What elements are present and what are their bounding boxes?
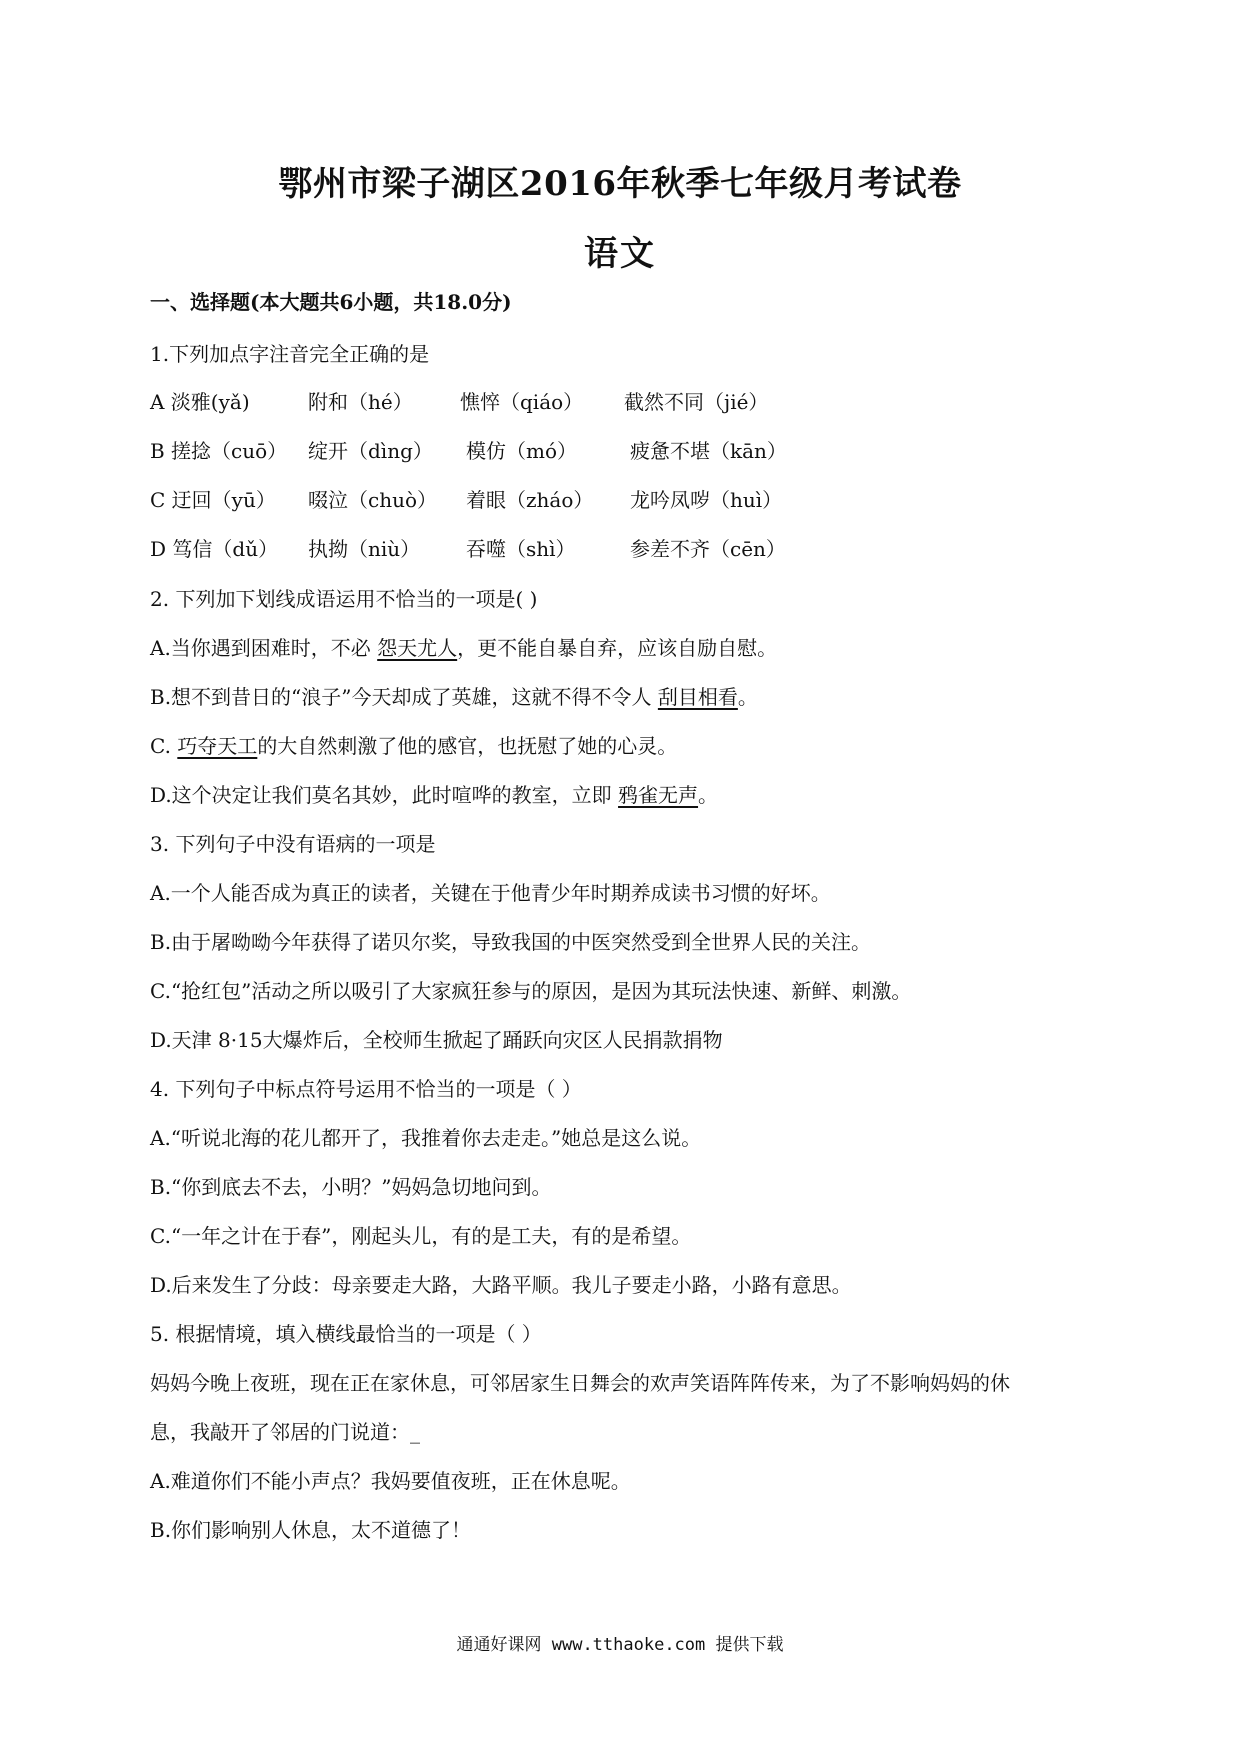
q5-option-b: B.你们影响别人休息，太不道德了！: [150, 1518, 472, 1542]
q1-a-3: 憔悴（qiáo）: [460, 390, 584, 414]
q1-option-row-c: [150, 486, 1150, 514]
q1-d-4: 参差不齐（cēn）: [630, 537, 786, 561]
q5-context-line-1: 妈妈今晚上夜班，现在正在家休息，可邻居家生日舞会的欢声笑语阵阵传来，为了不影响妈妈的休: [150, 1371, 1010, 1395]
q2-b-pre: B.想不到昔日的“浪子”今天却成了英雄，这就不得不令人: [150, 685, 658, 709]
q1-c-4: 龙吟凤哕（huì）: [630, 488, 783, 512]
q2-c-pre: C.: [150, 734, 178, 758]
q2-d-post: 。: [698, 783, 719, 807]
q2-d-underlined: 鸦雀无声: [618, 783, 699, 807]
q2-option-b: [150, 683, 758, 711]
q4-option-b: B.“你到底去不去，小明？”妈妈急切地问到。: [150, 1175, 552, 1199]
q1-b-1: B 搓捻（cuō）: [150, 439, 288, 463]
q1-a-1: A 淡雅(yǎ): [150, 390, 250, 414]
question-4-stem: 4. 下列句子中标点符号运用不恰当的一项是（ ）: [150, 1077, 582, 1101]
q1-d-2: 执拗（niù）: [308, 537, 421, 561]
q1-d-1: D 笃信（dǔ）: [150, 537, 279, 561]
q2-b-post: 。: [737, 685, 758, 709]
q5-option-a: A.难道你们不能小声点？我妈要值夜班，正在休息呢。: [150, 1469, 631, 1493]
q2-c-post: 的大自然刺激了他的感官，也抚慰了她的心灵。: [257, 734, 678, 758]
question-5-stem: 5. 根据情境，填入横线最恰当的一项是（ ）: [150, 1322, 542, 1346]
q1-c-2: 啜泣（chuò）: [308, 488, 438, 512]
q3-option-b: B.由于屠呦呦今年获得了诺贝尔奖，导致我国的中医突然受到全世界人民的关注。: [150, 930, 872, 954]
q1-d-3: 吞噬（shì）: [466, 537, 576, 561]
q2-option-a: [150, 634, 777, 662]
q2-a-underlined: 怨天尤人: [377, 636, 458, 660]
q3-option-a: A.一个人能否成为真正的读者，关键在于他青少年时期养成读书习惯的好坏。: [150, 881, 831, 905]
question-2-stem: 2. 下列加下划线成语运用不恰当的一项是( ): [150, 587, 538, 611]
q5-context-line-2: 息，我敲开了邻居的门说道：_: [150, 1420, 420, 1444]
page-footer: 通通好课网 www.tthaoke.com 提供下载: [456, 1635, 784, 1655]
q1-c-3: 着眼（zháo）: [466, 488, 594, 512]
q1-a-2: 附和（hé）: [308, 390, 413, 414]
q1-b-2: 绽开（dìng）: [308, 439, 433, 463]
q2-a-pre: A.当你遇到困难时，不必: [150, 636, 378, 660]
q4-option-a: A.“听说北海的花儿都开了，我推着你去走走。”她总是这么说。: [150, 1126, 702, 1150]
question-1-stem: 1.下列加点字注音完全正确的是: [150, 342, 430, 366]
page-subtitle: 语文: [584, 234, 656, 274]
q1-c-1: C 迂回（yū）: [150, 488, 276, 512]
q1-option-row-a: [150, 388, 1150, 416]
q4-option-d: D.后来发生了分歧：母亲要走大路，大路平顺。我儿子要走小路，小路有意思。: [150, 1273, 852, 1297]
q1-option-row-b: [150, 437, 1150, 465]
q1-b-3: 模仿（mó）: [466, 439, 578, 463]
q2-c-underlined: 巧夺天工: [177, 734, 258, 758]
q3-option-d: D.天津 8·15大爆炸后，全校师生掀起了踊跃向灾区人民捐款捐物: [150, 1028, 723, 1052]
q2-option-c: [150, 732, 677, 760]
q1-option-row-d: [150, 535, 1150, 563]
q1-b-4: 疲惫不堪（kān）: [630, 439, 787, 463]
question-3-stem: 3. 下列句子中没有语病的一项是: [150, 832, 436, 856]
q4-option-c: C.“一年之计在于春”，刚起头儿，有的是工夫，有的是希望。: [150, 1224, 692, 1248]
section-heading: 一、选择题(本大题共6小题，共18.0分): [150, 290, 512, 314]
page-title: 鄂州市梁子湖区2016年秋季七年级月考试卷: [278, 164, 962, 204]
q3-option-c: C.“抢红包”活动之所以吸引了大家疯狂参与的原因，是因为其玩法快速、新鲜、刺激。: [150, 979, 912, 1003]
q2-option-d: [150, 781, 718, 809]
q2-b-underlined: 刮目相看: [657, 685, 738, 709]
q2-d-pre: D.这个决定让我们莫名其妙，此时喧哗的教室，立即: [150, 783, 619, 807]
q1-a-4: 截然不同（jié）: [624, 390, 769, 414]
q2-a-post: ，更不能自暴自弃，应该自励自慰。: [457, 636, 778, 660]
